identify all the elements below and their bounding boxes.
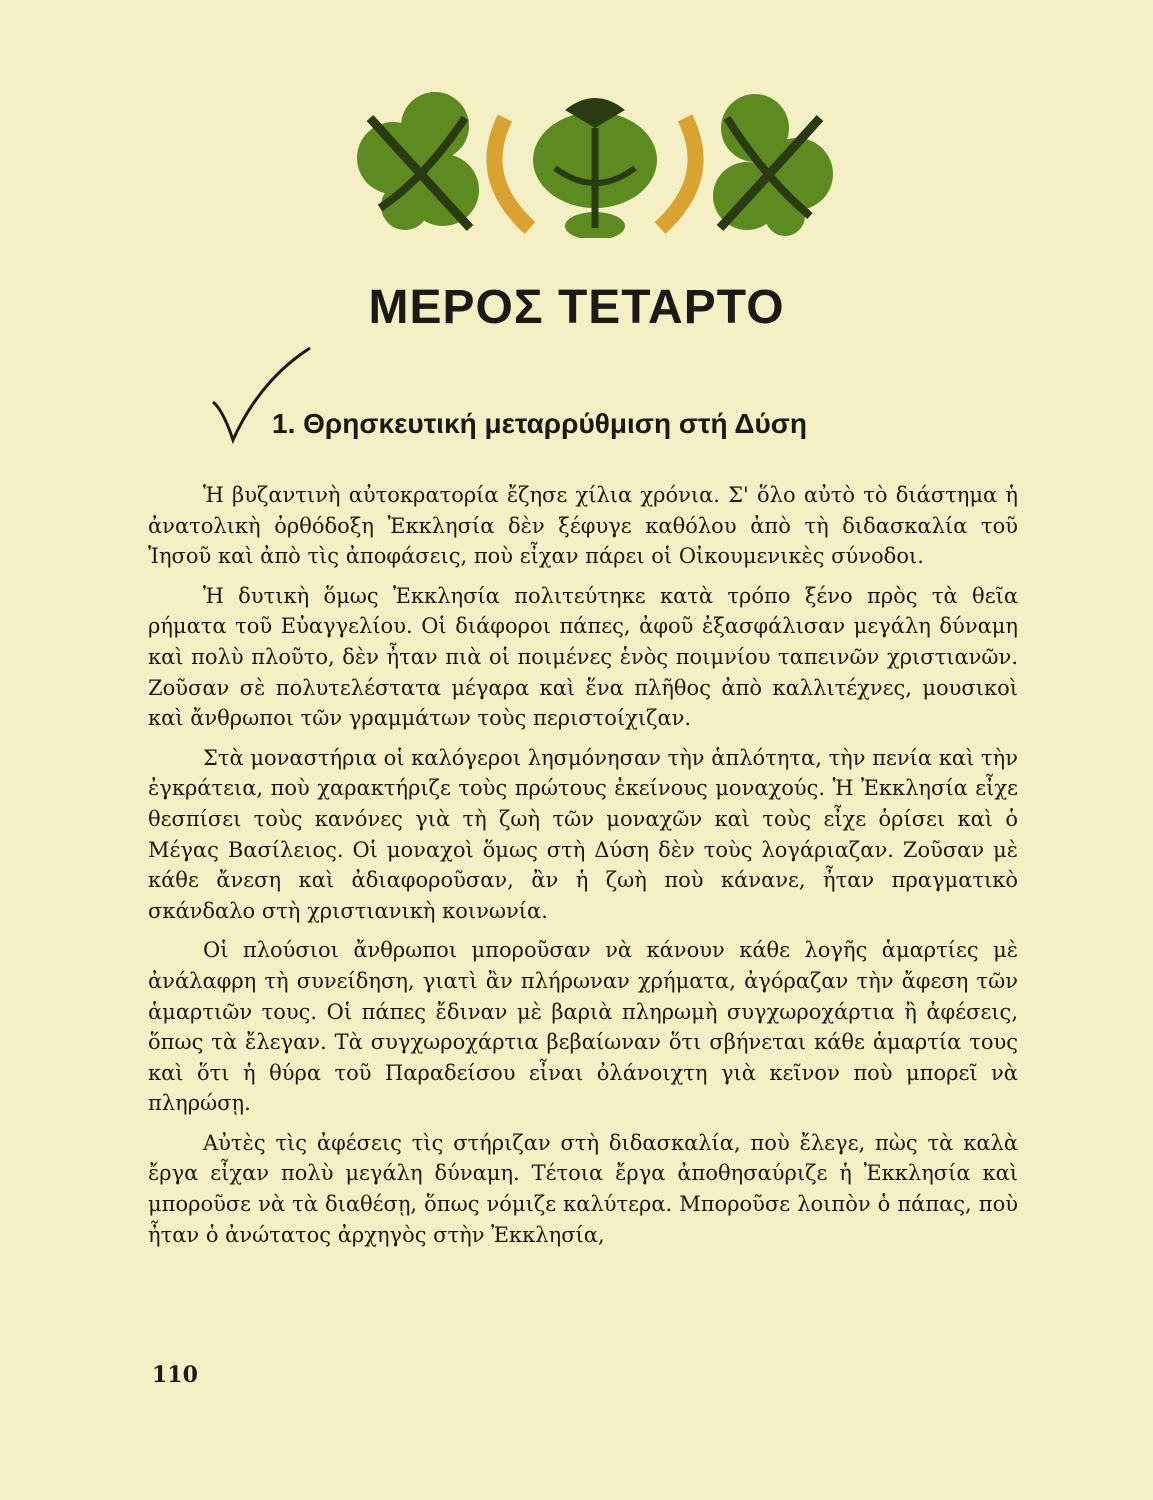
clover-ornament bbox=[355, 88, 835, 238]
paragraph-1: Ἡ βυζαντινὴ αὐτοκρατορία ἔζησε χίλια χρόνια. Σ' ὅλο αὐτὸ τὸ διάστημα ἡ ἀνατολικὴ ὀρθόδοξη Ἐκκλησία δὲν ξέφυγε καθόλου ἀπὸ τὴ διδασκαλία τοῦ Ἰησοῦ καὶ ἀπὸ τὶς ἀποφάσεις, ποὺ εἶχαν πάρει οἱ Οἰκουμενικὲς σύνοδοι. bbox=[148, 483, 1018, 569]
chapter-title: 1. Θρησκευτική μεταρρύθμιση στή Δύση bbox=[272, 408, 808, 439]
part-title: ΜΕΡΟΣ ΤΕΤΑΡΤΟ bbox=[368, 281, 785, 334]
center-fruit-icon bbox=[533, 98, 657, 238]
page-number: 110 bbox=[152, 1362, 198, 1388]
left-clover-icon bbox=[357, 92, 479, 230]
right-clover-icon bbox=[713, 94, 833, 236]
paragraph-3: Στὰ μοναστήρια οἱ καλόγεροι λησμόνησαν τὴν ἁπλότητα, τὴν πενία καὶ τὴν ἐγκράτεια, ποὺ χαρακτήριζε τοὺς πρώτους ἐκείνους μοναχούς. Ἡ Ἐκκλησία εἶχε θεσπίσει τοὺς κανόνες γιὰ τὴ ζωὴ τῶν μοναχῶν καὶ τοὺς εἶχε ὁρίσει καὶ ὁ Μέγας Βασίλειος. Οἱ μοναχοὶ ὅμως στὴ Δύση δὲν τοὺς λογάριαζαν. Ζοῦσαν μὲ κάθε ἄνεση καὶ ἀδιαφοροῦσαν, ἂν ἡ ζωὴ ποὺ κάνανε, ἦταν πραγματικὸ σκάνδαλο στὴ χριστιανικὴ κοινωνία. bbox=[148, 745, 1018, 923]
paragraph-5: Αὐτὲς τὶς ἀφέσεις τὶς στήριζαν στὴ διδασκαλία, ποὺ ἔλεγε, πὼς τὰ καλὰ ἔργα εἶχαν πολὺ μεγάλη δύναμη. Τέτοια ἔργα ἀποθησαύριζε ἡ Ἐκκλησία καὶ μποροῦσε νὰ τὰ διαθέσῃ, ὅπως νόμιζε καλύτερα. Μποροῦσε λοιπὸν ὁ πάπας, ποὺ ἦταν ὁ ἀνώτατος ἀρχηγὸς στὴν Ἐκκλησία, bbox=[148, 1130, 1018, 1247]
paragraph-4: Οἱ πλούσιοι ἄνθρωποι μποροῦσαν νὰ κάνουν κάθε λογῆς ἁμαρτίες μὲ ἀνάλαφρη τὴ συνείδηση, γιατὶ ἂν πλήρωναν χρήματα, ἀγόραζαν τὴν ἄφεση τῶν ἁμαρτιῶν τους. Οἱ πάπες ἔδιναν μὲ βαριὰ πληρωμὴ συγχωροχάρτια ἢ ἀφέσεις, ὅπως τὰ ἔλεγαν. Τὰ συγχωροχάρτια βεβαίωναν ὅτι σβήνεται κάθε ἁμαρτία τους καὶ ὅτι ἡ θύρα τοῦ Παραδείσου εἶναι ὀλάνοιχτη γιὰ κεῖνον ποὺ μπορεῖ νὰ πληρώσῃ. bbox=[148, 938, 1018, 1116]
paragraph-2: Ἡ δυτικὴ ὅμως Ἐκκλησία πολιτεύτηκε κατὰ τρόπο ξένο πρὸς τὰ θεῖα ρήματα τοῦ Εὐαγγελίου. Οἱ διάφοροι πάπες, ἀφοῦ ἐξασφάλισαν μεγάλη δύναμη καὶ πολὺ πλοῦτο, δὲν ἦταν πιὰ οἱ ποιμένες ἑνὸς ποιμνίου ταπεινῶν χριστιανῶν. Ζοῦσαν σὲ πολυτελέστατα μέγαρα καὶ ἕνα πλῆθος ἀπὸ καλλιτέχνες, μουσικοὶ καὶ ἄνθρωποι τῶν γραμμάτων τοὺς περιστοίχιζαν. bbox=[148, 583, 1018, 731]
right-gold-arc bbox=[660, 118, 696, 228]
left-gold-arc bbox=[494, 118, 530, 228]
body-text bbox=[148, 480, 1018, 1259]
